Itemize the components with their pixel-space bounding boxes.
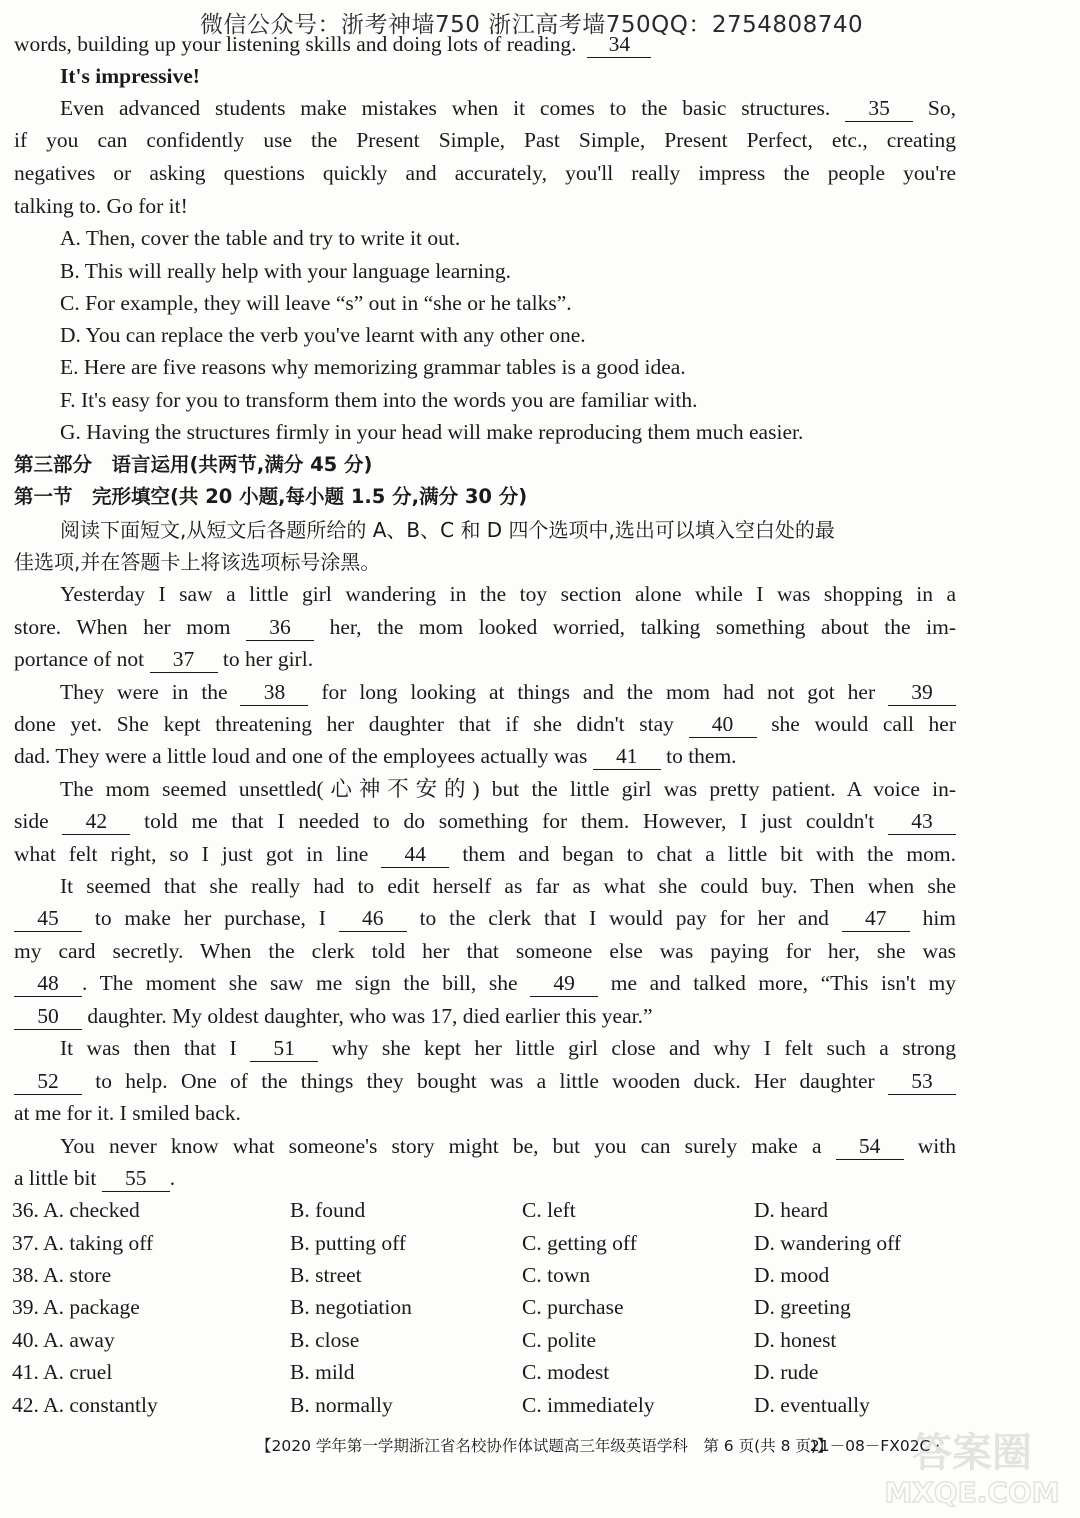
story-line: 48 . The moment she saw me sign the bill, she 49 me and talked more, “This isn't my <box>14 967 956 999</box>
blank-54: 54 <box>836 1133 904 1160</box>
blank-55: 55 <box>102 1165 170 1192</box>
story-line: It was then that I 51 why she kept her little girl close and why I felt such a strong <box>60 1036 957 1060</box>
blank-41: 41 <box>593 743 661 770</box>
page-footer: 【2020 学年第一学期浙江省名校协作体试题高三年级英语学科 第 6 页(共 8 页)】 <box>256 1437 833 1455</box>
story-line: Yesterday I saw a little girl wandering in the toy section alone while I was shopping in a <box>60 582 956 606</box>
logo-url: MXQE.COM <box>884 1476 1060 1508</box>
choice-row: 39. A. package B. negotiation C. purchase D. greeting <box>12 1295 851 1319</box>
page-code: · 21－08－FX02C · <box>800 1437 941 1455</box>
option-c: C. For example, they will leave “s” out in “she or he talks”. <box>60 291 572 315</box>
blank-34: 34 <box>587 31 651 58</box>
choice-row: 42. A. constantly B. normally C. immediately D. eventually <box>12 1393 870 1417</box>
blank-46: 46 <box>339 905 407 932</box>
blank-36: 36 <box>246 614 314 641</box>
story-line: They were in the 38 for long looking at things and the mom had not got her 39 <box>60 676 956 708</box>
choice-row: 41. A. cruel B. mild C. modest D. rude <box>12 1360 819 1384</box>
paragraph-line: if you can confidently use the Present Simple, Past Simple, Present Perfect, etc., creating <box>14 128 956 152</box>
option-g: G. Having the structures firmly in your head will make reproducing them much easier. <box>60 420 804 444</box>
paragraph-line: Even advanced students make mistakes when it comes to the basic structures. 35 So, <box>60 96 957 120</box>
blank-51: 51 <box>250 1035 318 1062</box>
story-line: portance of not 37 to her girl. <box>14 647 314 671</box>
blank-48: 48 <box>14 970 82 997</box>
story-line: done yet. She kept threatening her daughter that if she didn't stay 40 she would call her <box>14 712 957 736</box>
blank-40: 40 <box>689 711 757 738</box>
part-heading: 第三部分 语言运用(共两节,满分 45 分) <box>14 453 373 476</box>
paragraph-line: words, building up your listening skills and doing lots of reading. 34 <box>14 28 956 60</box>
paragraph-line: talking to. Go for it! <box>14 194 188 218</box>
story-line: 45 to make her purchase, I 46 to the clerk that I would pay for her and 47 him <box>14 902 956 934</box>
blank-38: 38 <box>240 679 308 706</box>
option-e: E. Here are five reasons why memorizing grammar tables is a good idea. <box>60 355 686 379</box>
blank-43: 43 <box>888 808 956 835</box>
section-heading: It's impressive! <box>60 64 200 88</box>
story-line: It seemed that she really had to edit herself as far as what she could buy. Then when she <box>60 874 956 898</box>
site-watermark-logo <box>872 1418 1072 1508</box>
option-f: F. It's easy for you to transform them into the words you are familiar with. <box>60 388 698 412</box>
blank-44: 44 <box>381 841 449 868</box>
choice-row: 36. A. checked B. found C. left D. heard <box>12 1198 829 1222</box>
blank-49: 49 <box>530 970 598 997</box>
choice-row: 38. A. store B. street C. town D. mood <box>12 1263 830 1287</box>
story-line: dad. They were a little loud and one of the employees actually was 41 to them. <box>14 744 737 768</box>
story-line: 50 daughter. My oldest daughter, who was 17, died earlier this year.” <box>14 1000 956 1032</box>
section-heading: 第一节 完形填空(共 20 小题,每小题 1.5 分,满分 30 分) <box>14 485 528 508</box>
paragraph-line: negatives or asking questions quickly and accurately, you'll really impress the people you're <box>14 161 956 185</box>
blank-45: 45 <box>14 905 82 932</box>
blank-50: 50 <box>14 1003 82 1030</box>
option-d: D. You can replace the verb you've learnt with any other one. <box>60 323 586 347</box>
blank-42: 42 <box>62 808 130 835</box>
header-watermark: 微信公众号：浙考神墙750 浙江高考墙750QQ：2754808740 <box>200 12 864 38</box>
story-line: store. When her mom 36 her, the mom looked worried, talking something about the im- <box>14 615 956 639</box>
story-line: side 42 told me that I needed to do something for them. However, I just couldn't 43 <box>14 805 956 837</box>
story-line: what felt right, so I just got in line 44 them and began to chat a little bit with the mom. <box>14 842 957 866</box>
blank-35: 35 <box>845 95 913 122</box>
story-line: my card secretly. When the clerk told her that someone else was paying for her, she was <box>14 939 956 963</box>
story-line: at me for it. I smiled back. <box>14 1101 241 1125</box>
instructions: 佳选项,并在答题卡上将该选项标号涂黑。 <box>14 550 381 574</box>
option-a: A. Then, cover the table and try to write it out. <box>60 226 461 250</box>
choice-row: 40. A. away B. close C. polite D. honest <box>12 1328 837 1352</box>
story-line: The mom seemed unsettled(心神不安的) but the little girl was pretty patient. A voice in- <box>60 777 956 801</box>
blank-52: 52 <box>14 1068 82 1095</box>
story-line: You never know what someone's story might be, but you can surely make a 54 with <box>60 1134 956 1158</box>
choice-row: 37. A. taking off B. putting off C. getting off D. wandering off <box>12 1231 902 1255</box>
blank-53: 53 <box>888 1068 956 1095</box>
story-line: 52 to help. One of the things they bought was a little wooden duck. Her daughter 53 <box>14 1065 956 1097</box>
option-b: B. This will really help with your language learning. <box>60 259 512 283</box>
instructions: 阅读下面短文,从短文后各题所给的 A、B、C 和 D 四个选项中,选出可以填入空白处的最 <box>60 518 835 542</box>
blank-39: 39 <box>888 679 956 706</box>
logo-text: 答案圈 <box>912 1430 1032 1476</box>
story-line: a little bit 55 . <box>14 1166 176 1190</box>
blank-37: 37 <box>150 646 218 673</box>
blank-47: 47 <box>842 905 910 932</box>
